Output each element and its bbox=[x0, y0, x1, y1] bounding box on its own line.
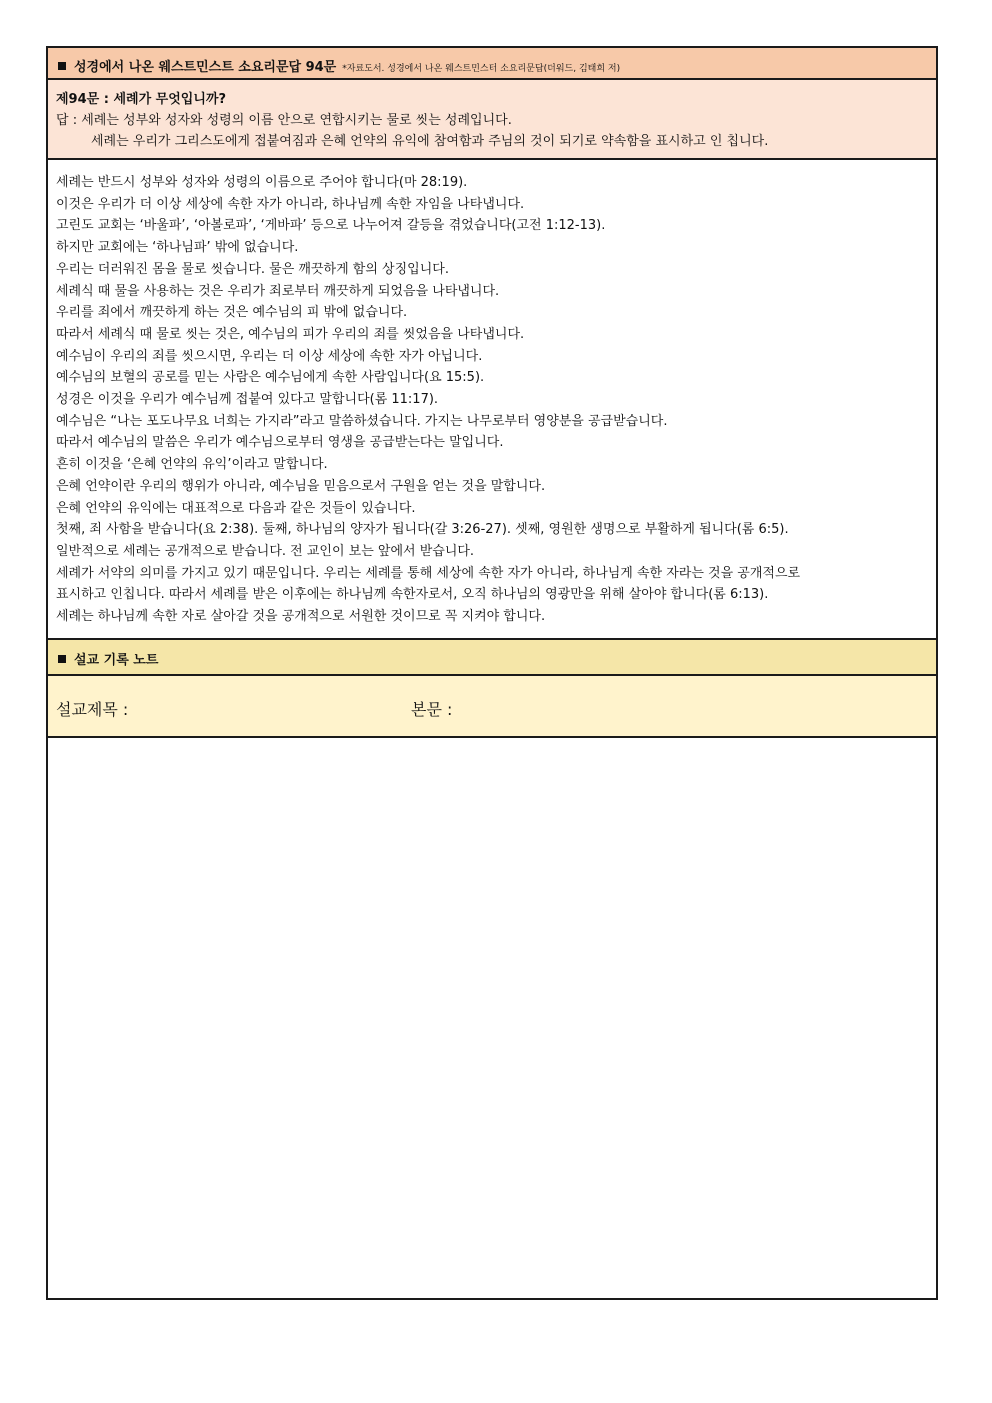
body-line: 우리를 죄에서 깨끗하게 하는 것은 예수님의 피 밖에 없습니다. bbox=[56, 305, 408, 321]
square-bullet-icon bbox=[58, 655, 66, 663]
body-line: 은혜 언약이란 우리의 행위가 아니라, 예수님을 믿음으로서 구원을 얻는 것을 말합니다. bbox=[56, 478, 546, 494]
body-line: 은혜 언약의 유익에는 대표적으로 다음과 같은 것들이 있습니다. bbox=[56, 500, 416, 516]
notes-writing-area[interactable] bbox=[48, 738, 936, 1298]
answer-label: 답 : bbox=[56, 113, 82, 128]
notes-heading: 설교 기록 노트 bbox=[74, 653, 159, 668]
answer-row bbox=[56, 110, 928, 131]
sermon-title-label: 설교제목 : bbox=[56, 700, 129, 719]
body-line: 세례식 때 물을 사용하는 것은 우리가 죄로부터 깨끗하게 되었음을 나타냅니다. bbox=[56, 283, 500, 299]
body-line: 따라서 예수님의 말씀은 우리가 예수님으로부터 영생을 공급받는다는 말입니다. bbox=[56, 435, 504, 451]
body-line: 예수님은 “나는 포도나무요 너희는 가지라”라고 말씀하셨습니다. 가지는 나무로부터 영양분을 공급받습니다. bbox=[56, 413, 668, 429]
body-line: 세례가 서약의 의미를 가지고 있기 때문입니다. 우리는 세례를 통해 세상에 속한 자가 아니라, 하나님게 속한 자라는 것을 공개적으로 bbox=[56, 565, 801, 581]
notes-heading-bar bbox=[48, 640, 936, 676]
body-line: 표시하고 인칩니다. 따라서 세례를 받은 이후에는 하나님께 속한자로서, 오직 하나님의 영광만을 위해 살아야 합니다(롬 6:13). bbox=[56, 587, 769, 603]
body-line: 성경은 이것을 우리가 예수님께 접붙여 있다고 말합니다(롬 11:17). bbox=[56, 392, 439, 408]
sermon-info-row bbox=[48, 676, 936, 738]
body-line: 따라서 세례식 때 물로 씻는 것은, 예수님의 피가 우리의 죄를 씻었음을 나타냅니다. bbox=[56, 326, 525, 342]
body-line: 하지만 교회에는 ‘하나님파’ 밖에 없습니다. bbox=[56, 240, 299, 256]
source-note: *자료도서. 성경에서 나온 웨스트민스터 소요리문답(더워드, 김태희 저) bbox=[342, 64, 621, 74]
catechism-question: 제94문 : 세례가 무엇입니까? bbox=[56, 92, 226, 107]
passage-label: 본문 : bbox=[411, 700, 453, 719]
answer-line-1: 세례는 성부와 성자와 성령의 이름 안으로 연합시키는 물로 씻는 성례입니다. bbox=[81, 113, 512, 128]
body-line: 예수님이 우리의 죄를 씻으시면, 우리는 더 이상 세상에 속한 자가 아닙니다. bbox=[56, 348, 483, 364]
explanation-body bbox=[48, 160, 936, 640]
title-bar bbox=[48, 48, 936, 80]
body-line: 첫째, 죄 사함을 받습니다(요 2:38). 둘째, 하나님의 양자가 됩니다(갈 3:26-27). 셋째, 영원한 생명으로 부활하게 됩니다(롬 6:5). bbox=[56, 522, 789, 538]
body-line: 이것은 우리가 더 이상 세상에 속한 자가 아니라, 하나님께 속한 자임을 나타냅니다. bbox=[56, 196, 525, 212]
question-answer-box bbox=[48, 80, 936, 160]
page-title: 성경에서 나온 웨스트민스트 소요리문답 94문 bbox=[74, 60, 337, 75]
body-line: 예수님의 보혈의 공로를 믿는 사람은 예수님에게 속한 사람입니다(요 15:5). bbox=[56, 370, 485, 386]
worksheet bbox=[46, 46, 938, 1300]
body-line: 세례는 하나님께 속한 자로 살아갈 것을 공개적으로 서원한 것이므로 꼭 지켜야 합니다. bbox=[56, 609, 546, 625]
square-bullet-icon bbox=[58, 62, 66, 70]
body-line: 고린도 교회는 ‘바울파’, ‘아볼로파’, ‘게바파’ 등으로 나누어져 갈등을 겪었습니다(고전 1:12-13). bbox=[56, 218, 606, 234]
body-line: 일반적으로 세례는 공개적으로 받습니다. 전 교인이 보는 앞에서 받습니다. bbox=[56, 543, 475, 559]
body-line: 흔히 이것을 ‘은혜 언약의 유익’이라고 말합니다. bbox=[56, 457, 328, 473]
body-line: 우리는 더러워진 몸을 물로 씻습니다. 물은 깨끗하게 함의 상징입니다. bbox=[56, 261, 449, 277]
answer-line-2: 세례는 우리가 그리스도에게 접붙여짐과 은혜 언약의 유익에 참여함과 주님의 것이 되기로 약속함을 표시하고 인 칩니다. bbox=[91, 134, 769, 149]
body-line: 세례는 반드시 성부와 성자와 성령의 이름으로 주어야 합니다(마 28:19). bbox=[56, 175, 468, 190]
